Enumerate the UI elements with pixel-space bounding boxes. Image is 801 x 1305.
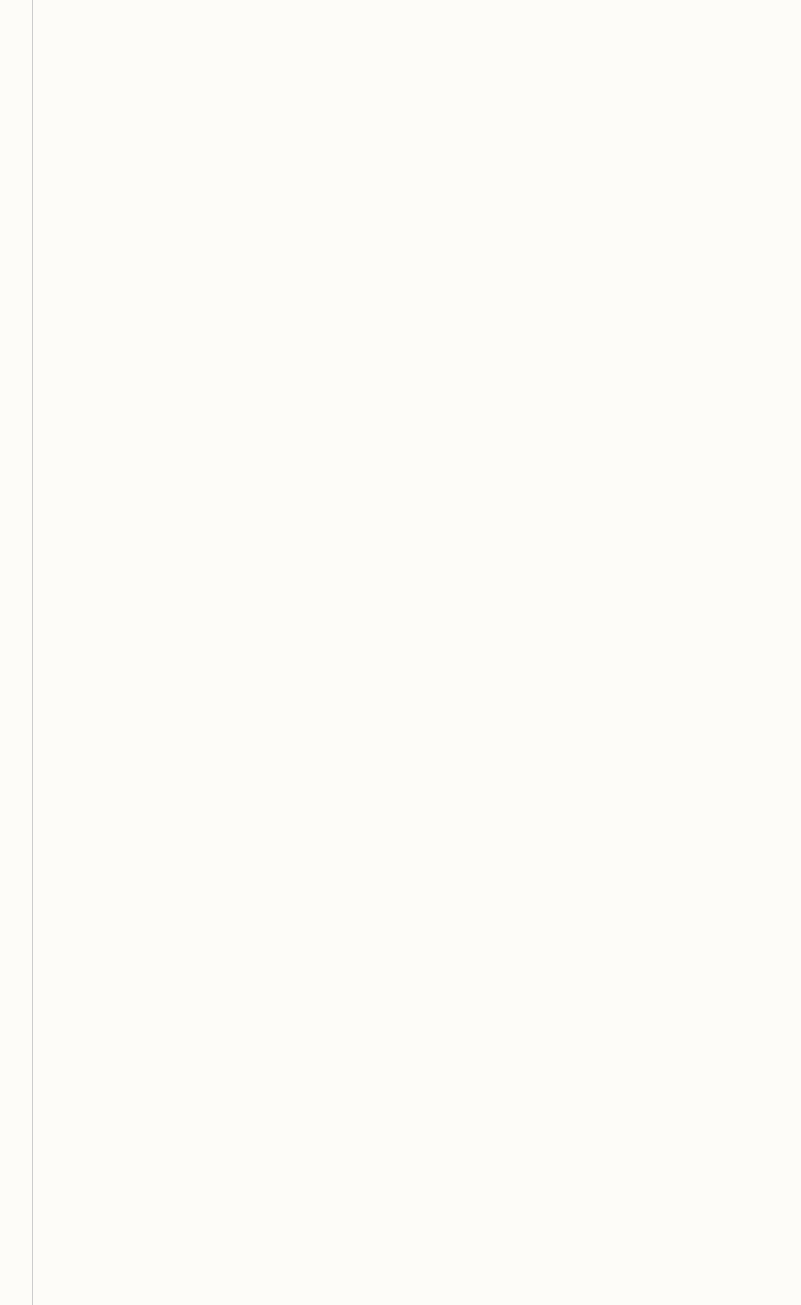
- page-edge: [32, 0, 33, 1305]
- running-header: [32, 14, 754, 48]
